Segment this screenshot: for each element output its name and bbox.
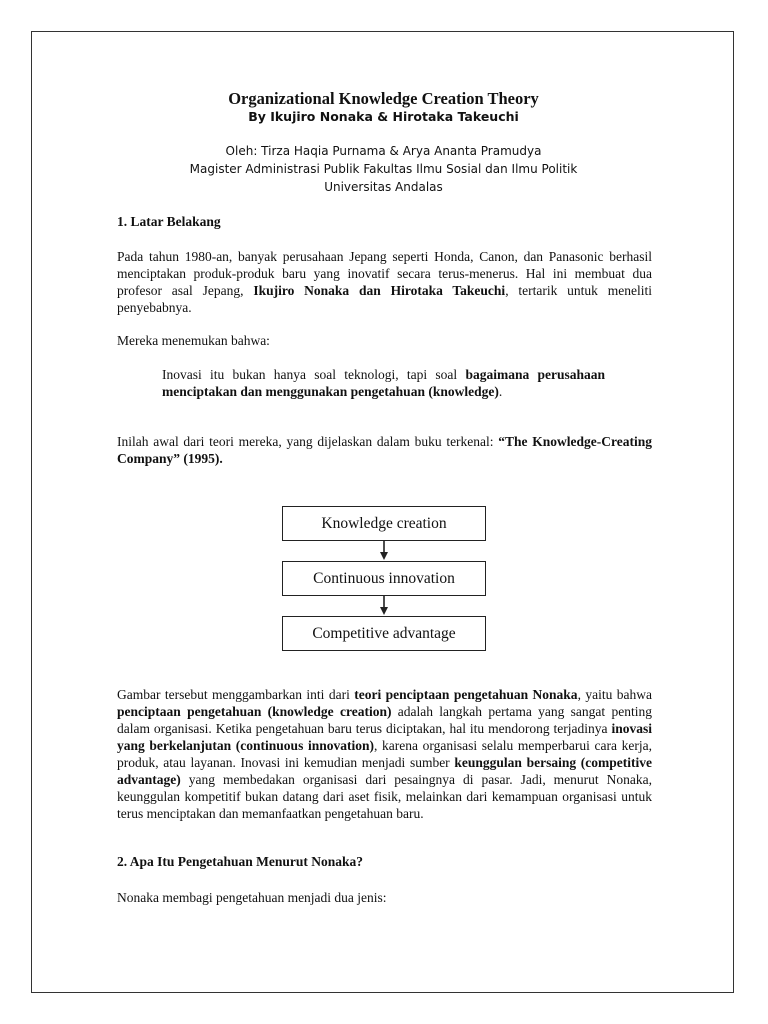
text-run: .	[498, 384, 503, 399]
document-title: Organizational Knowledge Creation Theory	[228, 89, 539, 108]
bold-run: bagaimana perusahaan menciptakan dan menggunakan pengetahuan (knowledge)	[162, 367, 605, 399]
text-run: Pada tahun 1980-an, banyak perusahaan Jepang seperti Honda, Canon, dan Panasonic berhasil menciptakan produk-produk baru yang inovatif secara terus-menerus. Hal ini membuat dua profesor asal Jepang,	[117, 249, 652, 298]
bold-run: penciptaan pengetahuan (knowledge creation)	[117, 704, 392, 719]
text-run: , yaitu bahwa	[577, 687, 653, 702]
document-subtitle: By Ikujiro Nonaka & Hirotaka Takeuchi	[248, 109, 519, 124]
paragraph-book-reference	[117, 433, 652, 467]
down-arrow-icon	[282, 541, 486, 561]
section-heading-pengetahuan: 2. Apa Itu Pengetahuan Menurut Nonaka?	[117, 854, 364, 869]
document-page	[31, 31, 734, 993]
down-arrow-icon	[282, 596, 486, 616]
program-line: Magister Administrasi Publik Fakultas Ilmu Sosial dan Ilmu Politik	[189, 162, 578, 176]
text-run: Inilah awal dari teori mereka, yang dijelaskan dalam buku terkenal:	[117, 434, 499, 449]
text-run: yang membedakan organisasi dari pesaingnya di pasar. Jadi, menurut Nonaka, keunggulan kompetitif bukan datang dari aset fisik, melainkan dari kemampuan organisasi untuk terus menciptakan dan memanfaatkan pengetahuan baru.	[117, 772, 652, 821]
bold-run: Ikujiro Nonaka dan Hirotaka Takeuchi	[253, 283, 506, 298]
diagram-box-continuous-innovation: Continuous innovation	[282, 561, 486, 596]
section-heading-latar-belakang: 1. Latar Belakang	[117, 214, 221, 229]
quote-block	[162, 366, 605, 400]
diagram-box-knowledge-creation: Knowledge creation	[282, 506, 486, 541]
text-run: , karena organisasi selalu memperbarui cara kerja, produk, atau layanan. Inovasi ini kemudian menjadi sumber	[117, 738, 652, 770]
text-run: adalah langkah pertama yang sangat penting dalam organisasi. Ketika pengetahuan baru terus diciptakan, hal itu mendorong terjadinya	[117, 704, 652, 736]
paragraph-diagram-explanation	[117, 686, 652, 822]
flow-diagram	[282, 506, 486, 651]
bold-run: teori penciptaan pengetahuan Nonaka	[354, 687, 578, 702]
paragraph-background	[117, 248, 652, 316]
university-line: Universitas Andalas	[324, 180, 443, 194]
authors-line: Oleh: Tirza Haqia Purnama & Arya Ananta Pramudya	[225, 144, 542, 158]
text-run: Gambar tersebut menggambarkan inti dari	[117, 687, 355, 702]
diagram-box-competitive-advantage: Competitive advantage	[282, 616, 486, 651]
paragraph-knowledge-types-intro: Nonaka membagi pengetahuan menjadi dua jenis:	[117, 890, 387, 905]
text-run: Inovasi itu bukan hanya soal teknologi, tapi soal	[162, 367, 466, 382]
bold-run: keunggulan bersaing (competitive advantage)	[117, 755, 652, 787]
book-title: “The Knowledge-Creating Company” (1995).	[117, 434, 653, 466]
paragraph-findings-intro: Mereka menemukan bahwa:	[117, 333, 270, 348]
bold-run: inovasi yang berkelanjutan (continuous innovation)	[117, 721, 652, 753]
text-run: , tertarik untuk meneliti penyebabnya.	[117, 283, 652, 315]
